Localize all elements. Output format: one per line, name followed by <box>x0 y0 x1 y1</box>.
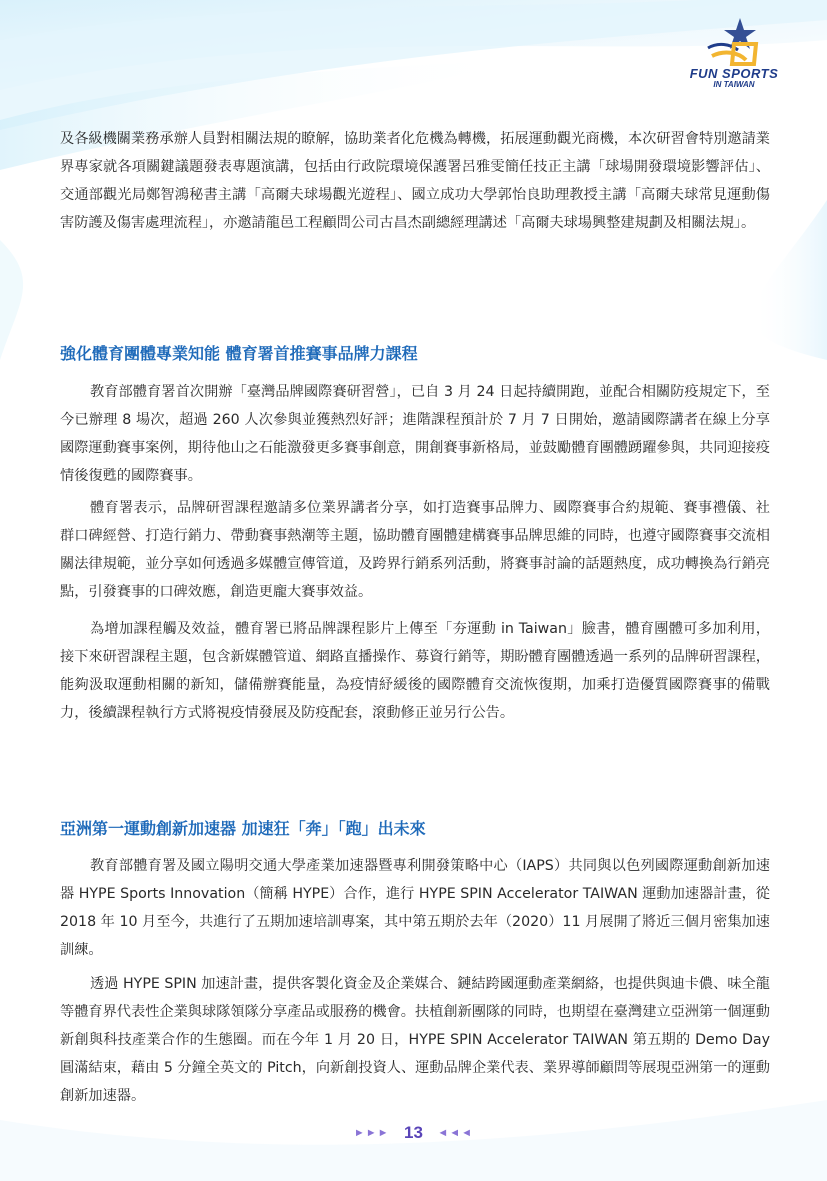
right-arrows-icon: ◄◄◄ <box>437 1127 474 1139</box>
page-footer <box>0 1123 827 1143</box>
logo-mark-icon <box>694 14 774 70</box>
section1-paragraph: 體育署表示，品牌研習課程邀請多位業界講者分享，如打造賽事品牌力、國際賽事合約規範、賽事禮儀、社群口碑經營、打造行銷力、帶動賽事熱潮等主題，協助體育團體建構賽事品牌思維的同時，也遵守國際賽事交流相關法律規範，並分享如何透過多媒體宣傳管道，及跨界行銷系列活動，將賽事討論的話題熱度，成功轉換為行銷亮點，引發賽事的口碑效應，創造更龐大賽事效益。 <box>60 500 770 600</box>
fun-sports-logo <box>694 14 774 94</box>
page-number: 13 <box>404 1123 423 1142</box>
intro-paragraph: 及各級機關業務承辦人員對相關法規的瞭解，協助業者化危機為轉機，拓展運動觀光商機，本次研習會特別邀請業界專家就各項關鍵議題發表專題演講，包括由行政院環境保護署呂雅雯簡任技正主講「球場開發環境影響評估」、交通部觀光局鄭智鴻秘書主講「高爾夫球場觀光遊程」、國立成功大學郭怡良助理教授主講「高爾夫球常見運動傷害防護及傷害處理流程」，亦邀請龍邑工程顧問公司古昌杰副總經理講述「高爾夫球場興整建規劃及相關法規」。 <box>60 131 770 231</box>
section-heading-accelerator: 亞洲第一運動創新加速器 加速狂「奔」「跑」出未來 <box>60 819 426 838</box>
section2-paragraph: 透過 HYPE SPIN 加速計畫，提供客製化資金及企業媒合、鏈結跨國運動產業網絡，也提供與迪卡儂、味全龍等體育界代表性企業與球隊領隊分享產品或服務的機會。扶植創新團隊的同時，也期望在臺灣建立亞洲第一個運動新創與科技產業合作的生態圈。而在今年 1 月 20 日，HYPE SPIN Accelerator TAIWAN 第五期的 Demo Day 圓滿結束，藉由 5 分鐘全英文的 Pitch，向新創投資人、運動品牌企業代表、業界導師顧問等展現亞洲第一的運動創新加速器。 <box>60 976 770 1104</box>
left-arrows-icon: ►►► <box>353 1127 390 1139</box>
section-heading-brand-course: 強化體育團體專業知能 體育署首推賽事品牌力課程 <box>60 344 418 363</box>
logo-title: FUN SPORTS <box>689 66 779 81</box>
section1-paragraph: 為增加課程觸及效益，體育署已將品牌課程影片上傳至「夯運動 in Taiwan」臉書，體育團體可多加利用，接下來研習課程主題，包含新媒體管道、網路直播操作、募資行銷等，期盼體育團體透過一系列的品牌研習課程，能夠汲取運動相關的新知，儲備辦賽能量，為疫情紓緩後的國際體育交流恢復期，加乘打造優質國際賽事的備戰力，後續課程執行方式將視疫情發展及防疫配套，滾動修正並另行公告。 <box>60 621 770 721</box>
section2-paragraph: 教育部體育署及國立陽明交通大學產業加速器暨專利開發策略中心（IAPS）共同與以色列國際運動創新加速器 HYPE Sports Innovation（簡稱 HYPE）合作，進行 HYPE SPIN Accelerator TAIWAN 運動加速器計畫，從 2018 年 10 月至今，共進行了五期加速培訓專案，其中第五期於去年（2020）11 月展開了將近三個月密集加速訓練。 <box>60 858 770 958</box>
logo-subtitle: IN TAIWAN <box>713 80 755 89</box>
section1-paragraph: 教育部體育署首次開辦「臺灣品牌國際賽研習營」，已自 3 月 24 日起持續開跑，並配合相關防疫規定下，至今已辦理 8 場次，超過 260 人次參與並獲熱烈好評；進階課程預計於 7 月 7 日開始，邀請國際講者在線上分享國際運動賽事案例，期待他山之石能激發更多賽事創意，開創賽事新格局，並鼓勵體育團體踴躍參與，共同迎接疫情後復甦的國際賽事。 <box>60 384 770 484</box>
